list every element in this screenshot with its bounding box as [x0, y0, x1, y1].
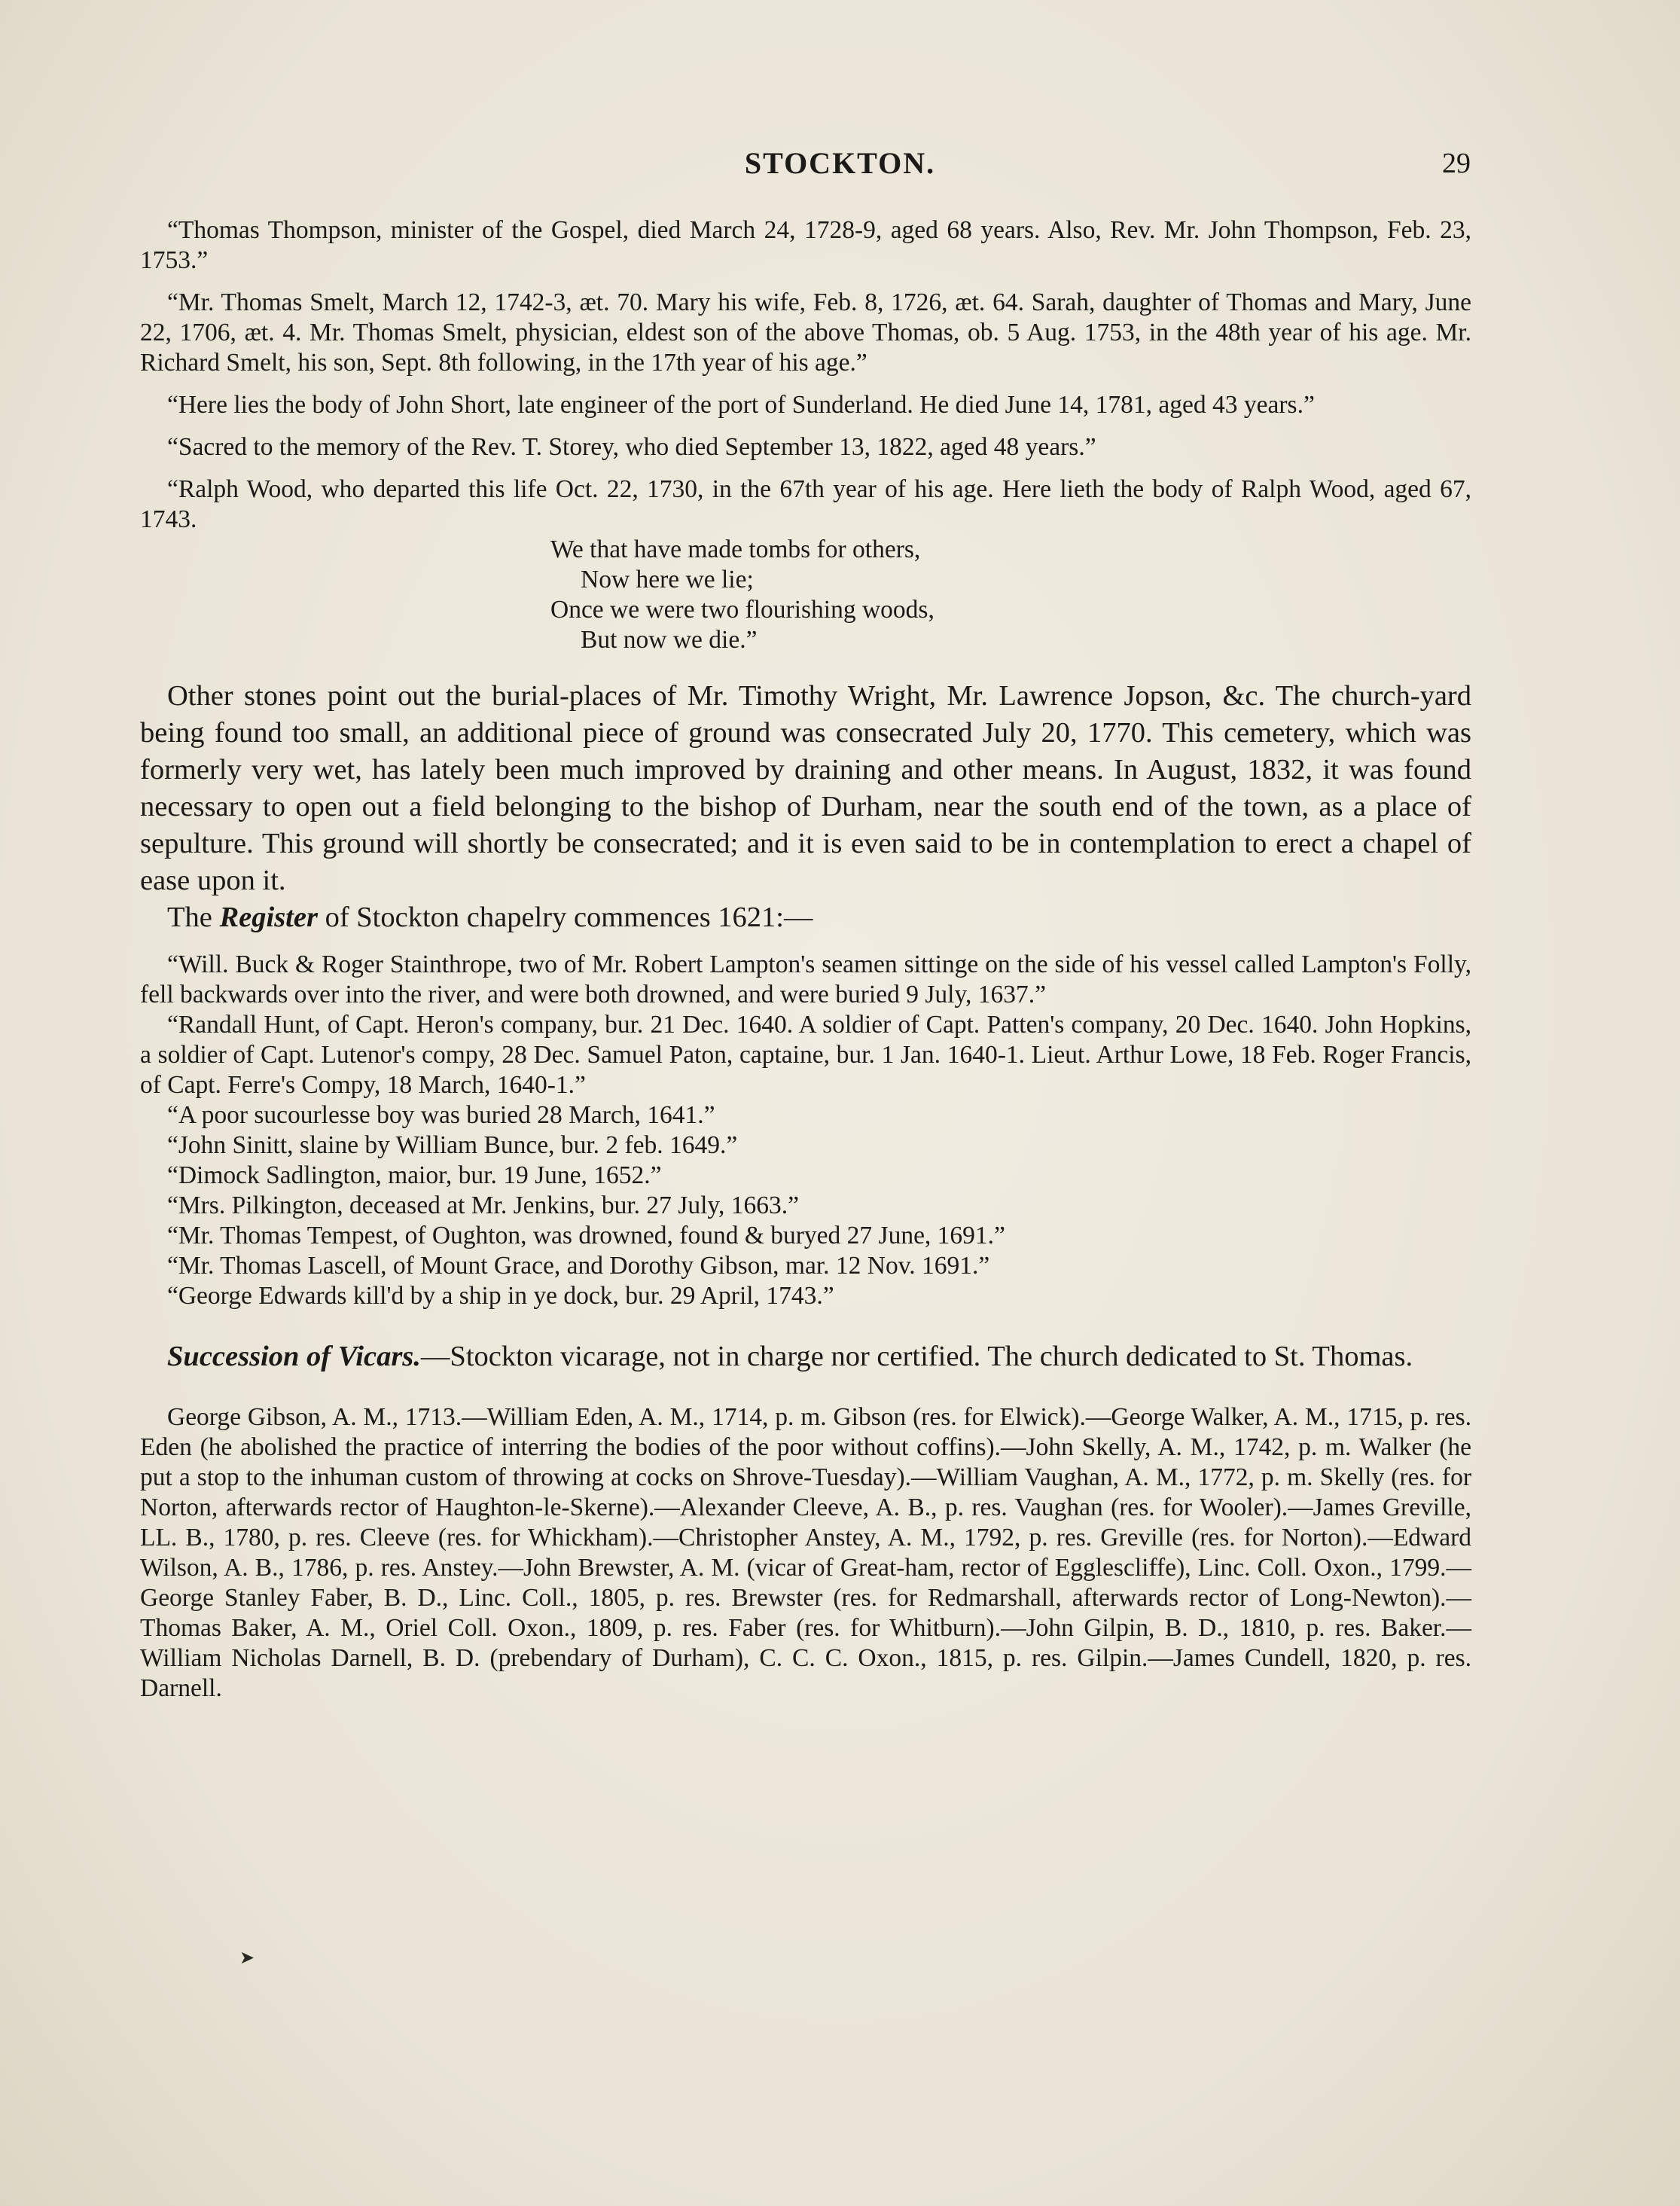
succession-section [140, 1338, 1471, 1375]
inscription-thompson: “Thomas Thompson, minister of the Gospel, died March 24, 1728-9, aged 68 years. Also, Rev. Mr. John Thompson, Feb. 23, 1753.” [140, 216, 1471, 274]
register-entry: “George Edwards kill'd by a ship in ye dock, bur. 29 April, 1743.” [167, 1282, 834, 1310]
vicars-section [140, 1402, 1471, 1704]
succession-heading: Succession of Vicars. [167, 1341, 421, 1372]
epitaph-verse [550, 535, 1471, 655]
register-entries [140, 950, 1471, 1311]
register-entry: “Will. Buck & Roger Stainthrope, two of Mr. Robert Lampton's seamen sittinge on the side of his vessel called Lampton's Folly, fell backwards over into the river, and were both drowned, and were buried 9 July, 1637.” [140, 950, 1471, 1008]
register-entry: “John Sinitt, slaine by William Bunce, bur. 2 feb. 1649.” [167, 1131, 738, 1159]
register-entry: “Dimock Sadlington, maior, bur. 19 June, 1652.” [167, 1161, 662, 1189]
stones-paragraph: Other stones point out the burial-places of Mr. Timothy Wright, Mr. Lawrence Jopson, &c. The church-yard being found too small, an additional piece of ground was consecrated July 20, 1770. This cemetery, which was formerly very wet, has lately been much improved by draining and other means. In August, 1832, it was found necessary to open out a field belonging to the bishop of Durham, near the south end of the town, as a place of sepulture. This ground will shortly be consecrated; and it is even said to be in contemplation to erect a chapel of ease upon it. [140, 680, 1471, 896]
register-intro-prefix: The [167, 902, 220, 933]
register-entry: “Mr. Thomas Lascell, of Mount Grace, and Dorothy Gibson, mar. 12 Nov. 1691.” [167, 1252, 990, 1280]
register-entry: “A poor sucourlesse boy was buried 28 March, 1641.” [167, 1101, 715, 1129]
register-intro [140, 899, 1471, 936]
inscriptions-block [140, 215, 1471, 535]
succession-text: —Stockton vicarage, not in charge nor certified. The church dedicated to St. Thomas. [420, 1341, 1413, 1372]
inscription-wood: “Ralph Wood, who departed this life Oct. 22, 1730, in the 67th year of his age. Here lieth the body of Ralph Wood, aged 67, 1743. [140, 475, 1471, 533]
page-title: STOCKTON. [744, 146, 936, 180]
register-entry: “Mr. Thomas Tempest, of Oughton, was drowned, found & buryed 27 June, 1691.” [167, 1222, 1005, 1249]
running-head [0, 145, 1680, 190]
register-entry: “Randall Hunt, of Capt. Heron's company, bur. 21 Dec. 1640. A soldier of Capt. Patten's company, 20 Dec. 1640. John Hopkins, a soldier of Capt. Lutenor's compy, 28 Dec. Samuel Paton, captaine, bur. 1 Jan. 1640-1. Lieut. Arthur Lowe, 18 Feb. Roger Francis, of Capt. Ferre's Compy, 18 March, 1640-1.” [140, 1011, 1471, 1099]
stones-section [140, 678, 1471, 936]
verse-line: Once we were two flourishing woods, [550, 596, 935, 624]
register-term: Register [219, 902, 318, 933]
succession-paragraph [140, 1338, 1471, 1375]
inscription-smelt: “Mr. Thomas Smelt, March 12, 1742-3, æt. 70. Mary his wife, Feb. 8, 1726, æt. 64. Sarah, daughter of Thomas and Mary, June 22, 1706, æt. 4. Mr. Thomas Smelt, physician, eldest son of the above Thomas, ob. 5 Aug. 1753, in the 48th year of his age. Mr. Richard Smelt, his son, Sept. 8th following, in the 17th year of his age.” [140, 288, 1471, 377]
ink-speck: ➤ [239, 1947, 255, 1968]
verse-line: We that have made tombs for others, [550, 535, 921, 563]
verse-line: Now here we lie; [581, 566, 754, 593]
vicars-paragraph: George Gibson, A. M., 1713.—William Eden, A. M., 1714, p. m. Gibson (res. for Elwick).—George Walker, A. M., 1715, p. res. Eden (he abolished the practice of interring the bodies of the poor without coffins).—John Skelly, A. M., 1742, p. m. Walker (he put a stop to the inhuman custom of throwing at cocks on Shrove-Tuesday).—William Vaughan, A. M., 1772, p. m. Skelly (res. for Norton, afterwards rector of Haughton-le-Skerne).—Alexander Cleeve, A. B., p. res. Vaughan (res. for Wooler).—James Greville, LL. B., 1780, p. res. Cleeve (res. for Whickham).—Christopher Anstey, A. M., 1792, p. res. Greville (res. for Norton).—Edward Wilson, A. B., 1786, p. res. Anstey.—John Brewster, A. M. (vicar of Great-ham, rector of Egglescliffe), Linc. Coll. Oxon., 1799.—George Stanley Faber, B. D., Linc. Coll., 1805, p. res. Brewster (res. for Redmarshall, afterwards rector of Long-Newton).—Thomas Baker, A. M., Oriel Coll. Oxon., 1809, p. res. Faber (res. for Whitburn).—John Gilpin, B. D., 1810, p. res. Baker.—William Nicholas Darnell, B. D. (prebendary of Durham), C. C. C. Oxon., 1815, p. res. Gilpin.—James Cundell, 1820, p. res. Darnell. [140, 1403, 1471, 1702]
register-intro-rest: of Stockton chapelry commences 1621:— [317, 902, 813, 933]
register-entry: “Mrs. Pilkington, deceased at Mr. Jenkins, bur. 27 July, 1663.” [167, 1191, 799, 1219]
page-text [140, 215, 1471, 1704]
inscription-storey: “Sacred to the memory of the Rev. T. Storey, who died September 13, 1822, aged 48 years.” [167, 433, 1096, 461]
page-number: 29 [1442, 148, 1471, 179]
verse-line: But now we die.” [581, 626, 758, 654]
inscription-short: “Here lies the body of John Short, late engineer of the port of Sunderland. He died June 14, 1781, aged 43 years.” [167, 391, 1315, 419]
